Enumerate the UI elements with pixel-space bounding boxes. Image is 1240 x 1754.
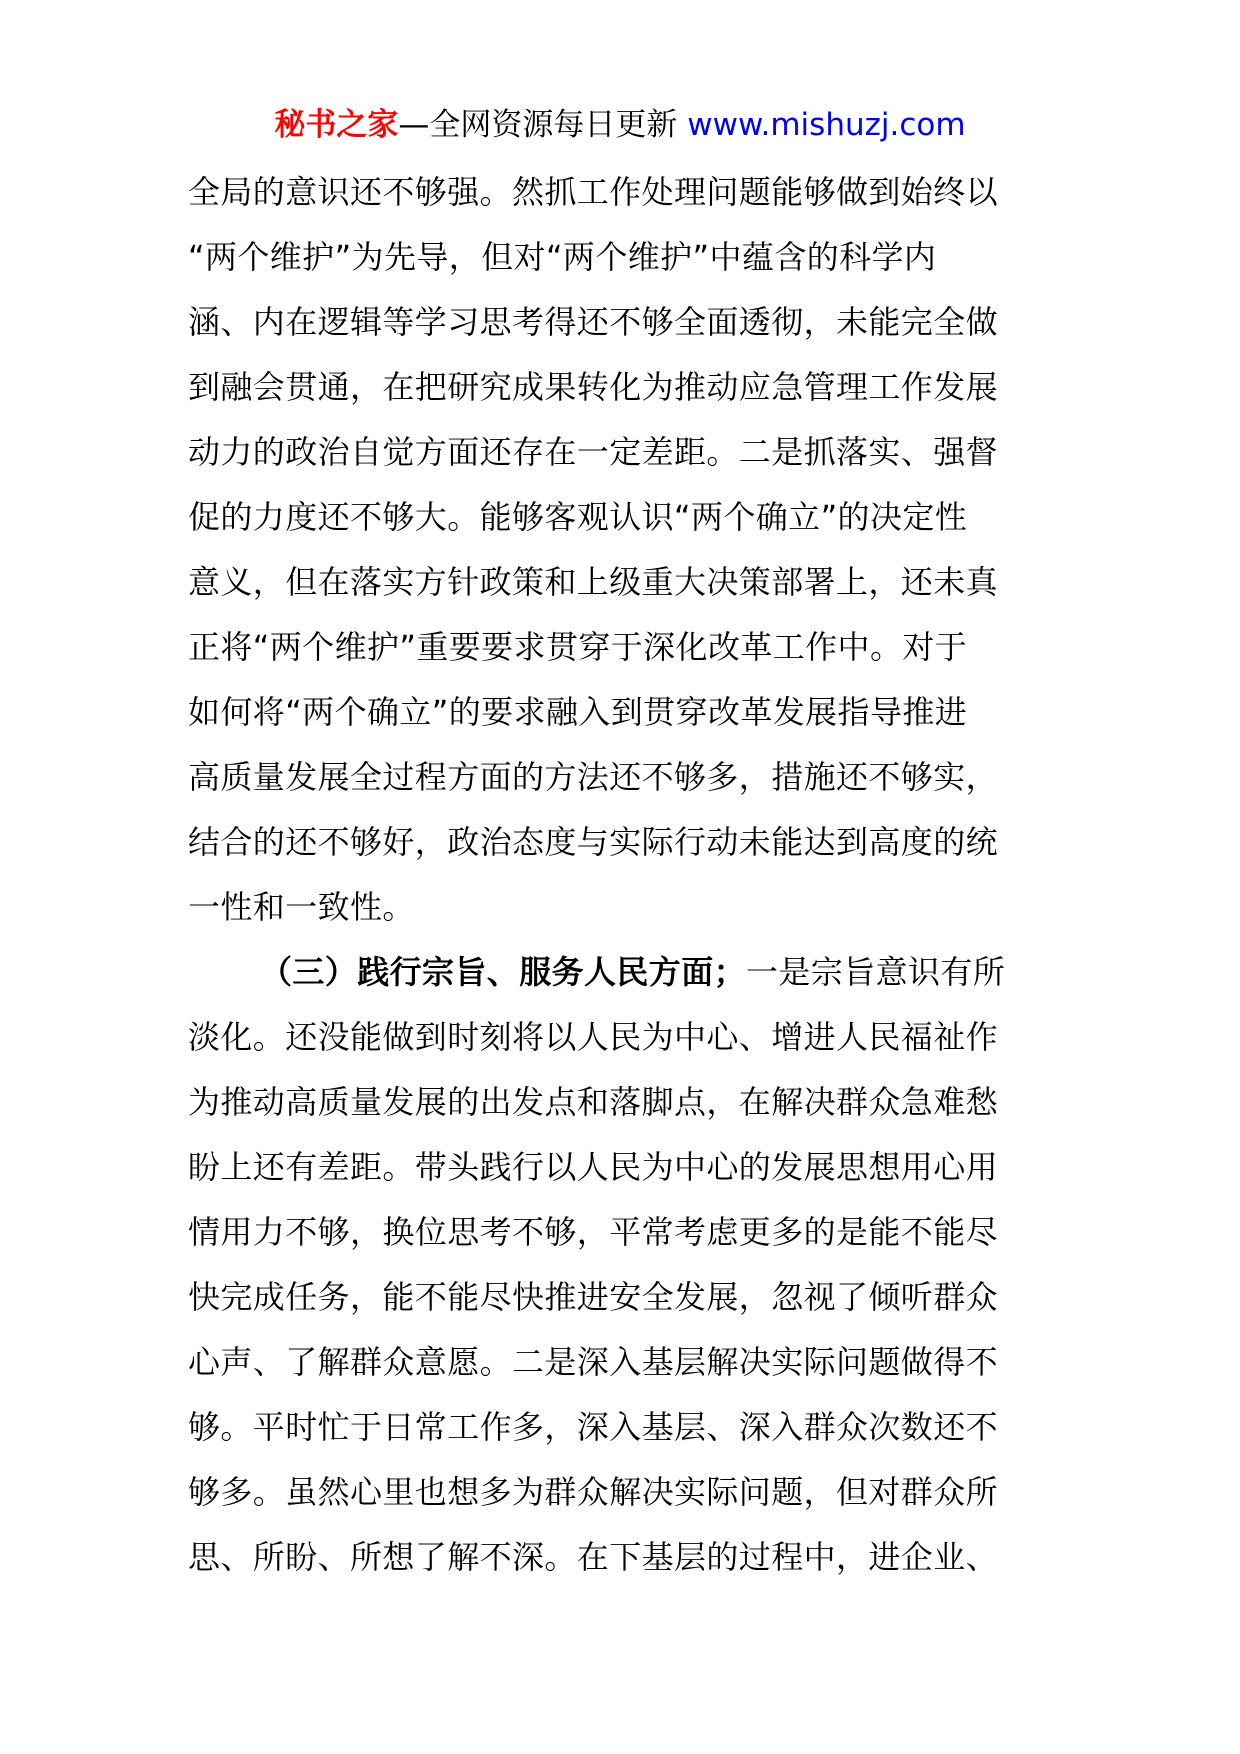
body-line: 心声、了解群众意愿。二是深入基层解决实际问题做得不 bbox=[188, 1343, 999, 1381]
body-line: 动力的政治自觉方面还存在一定差距。二是抓落实、强督 bbox=[188, 433, 999, 471]
site-slogan: —全网资源每日更新 bbox=[398, 107, 678, 143]
body-line: 一性和一致性。 bbox=[188, 888, 415, 926]
section-heading-line bbox=[188, 940, 1068, 1005]
body-line: 盼上还有差距。带头践行以人民为中心的发展思想用心用 bbox=[188, 1148, 999, 1186]
body-line: 快完成任务，能不能尽快推进安全发展，忽视了倾听群众 bbox=[188, 1278, 999, 1316]
section-heading-rest: 一是宗旨意识有所 bbox=[746, 953, 1006, 991]
body-line: 思、所盼、所想了解不深。在下基层的过程中，进企业、 bbox=[188, 1538, 999, 1576]
body-line: 为推动高质量发展的出发点和落脚点，在解决群众急难愁 bbox=[188, 1083, 999, 1121]
body-line: 促的力度还不够大。能够客观认识“两个确立”的决定性 bbox=[188, 498, 968, 536]
body-line: 意义，但在落实方针政策和上级重大决策部署上，还未真 bbox=[188, 563, 999, 601]
section-heading: （三）践行宗旨、服务人民方面； bbox=[260, 953, 747, 991]
body-line: 高质量发展全过程方面的方法还不够多，措施还不够实， bbox=[188, 758, 999, 796]
body-line: 够多。虽然心里也想多为群众解决实际问题，但对群众所 bbox=[188, 1473, 999, 1511]
site-url-link[interactable]: www.mishuzj.com bbox=[687, 107, 966, 143]
body-line: 涵、内在逻辑等学习思考得还不够全面透彻，未能完全做 bbox=[188, 303, 999, 341]
document-body bbox=[188, 160, 1068, 1590]
body-line: 如何将“两个确立”的要求融入到贯穿改革发展指导推进 bbox=[188, 693, 968, 731]
body-line: 全局的意识还不够强。然抓工作处理问题能够做到始终以 bbox=[188, 173, 999, 211]
body-line: 情用力不够，换位思考不够，平常考虑更多的是能不能尽 bbox=[188, 1213, 999, 1251]
body-line: “两个维护”为先导，但对“两个维护”中蕴含的科学内 bbox=[188, 238, 937, 276]
body-line: 结合的还不够好，政治态度与实际行动未能达到高度的统 bbox=[188, 823, 999, 861]
body-line: 够。平时忙于日常工作多，深入基层、深入群众次数还不 bbox=[188, 1408, 999, 1446]
site-header bbox=[0, 100, 1240, 150]
body-line: 正将“两个维护”重要要求贯穿于深化改革工作中。对于 bbox=[188, 628, 968, 666]
body-line: 淡化。还没能做到时刻将以人民为中心、增进人民福祉作 bbox=[188, 1018, 999, 1056]
site-brand: 秘书之家 bbox=[274, 107, 399, 143]
body-line: 到融会贯通，在把研究成果转化为推动应急管理工作发展 bbox=[188, 368, 999, 406]
